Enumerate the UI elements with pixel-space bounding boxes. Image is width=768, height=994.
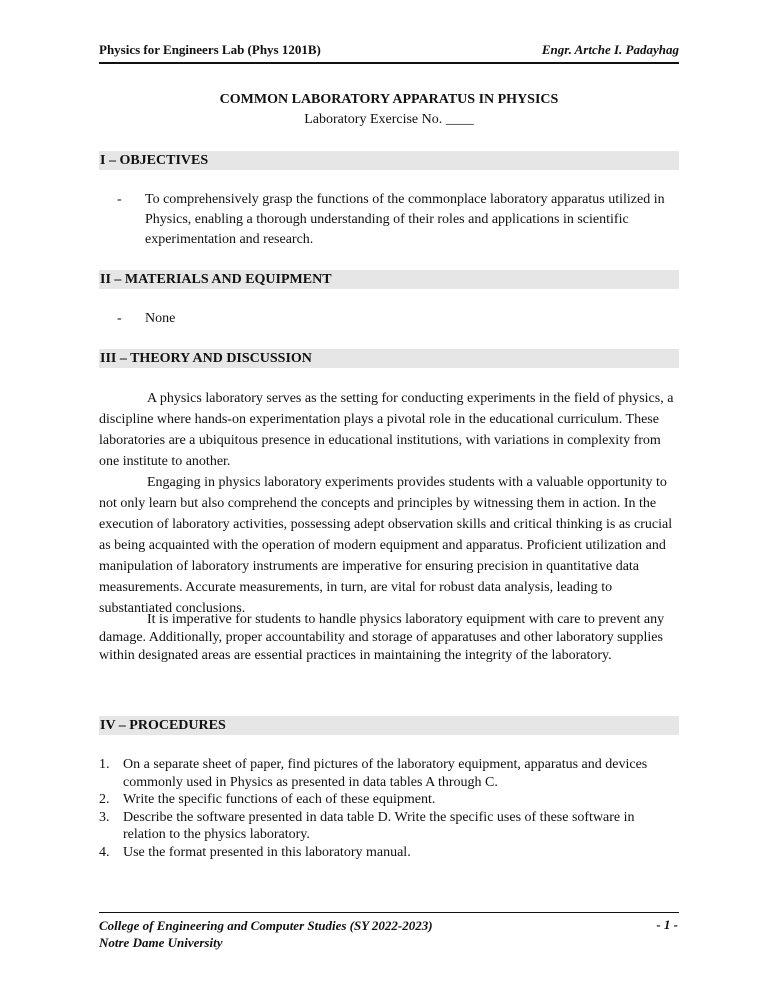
objective-bullet: - [117, 192, 122, 207]
page-number: - 1 - [656, 917, 678, 932]
instructor-name: Engr. Artche I. Padayhag [541, 42, 679, 57]
section-heading-theory: III – THEORY AND DISCUSSION [99, 349, 679, 368]
procedure-list [99, 756, 679, 861]
footer-college: College of Engineering and Computer Studies (SY 2022-2023) [99, 918, 433, 933]
document-title: COMMON LABORATORY APPARATUS IN PHYSICS [219, 92, 559, 107]
page-footer [99, 917, 433, 951]
list-item: 4. Use the format presented in this laboratory manual. [99, 844, 411, 860]
list-item: 2. Write the specific functions of each of these equipment. [99, 792, 436, 807]
objective-text: To comprehensively grasp the functions of the commonplace laboratory apparatus utilized in Physics, enabling a thorough understanding of their roles and applications in scientific experimentation and research. [145, 192, 665, 247]
section-heading-materials: II – MATERIALS AND EQUIPMENT [99, 270, 679, 289]
theory-paragraph-1: A physics laboratory serves as the setting for conducting experiments in the field of physics, a discipline where hands-on experimentation plays a pivotal role in the educational curriculum. These laboratories are a ubiquitous presence in educational institutions, with variations in complexity from one institute to another. [99, 391, 674, 469]
materials-bullet: - [117, 311, 122, 326]
footer-divider [99, 912, 679, 913]
footer-university: Notre Dame University [99, 935, 223, 950]
list-item: 3. Describe the software presented in data table D. Write the specific uses of these software in relation to the physics laboratory. [99, 809, 635, 842]
course-title: Physics for Engineers Lab (Phys 1201B) [99, 42, 321, 57]
section-heading-procedures: IV – PROCEDURES [99, 716, 679, 735]
list-item: 1. On a separate sheet of paper, find pictures of the laboratory equipment, apparatus and devices commonly used in Physics as presented in data tables A through C. [99, 757, 648, 790]
theory-paragraph-2: Engaging in physics laboratory experiments provides students with a valuable opportunity to not only learn but also comprehend the concepts and principles by witnessing them in action. In the execution of laboratory activities, possessing adept observation skills and critical thinking is as crucial as being acquainted with the operation of modern equipment and apparatus. Proficient utilization and manipulation of laboratory instruments are imperative for ensuring precision in quantitative data measurements. Accurate measurements, in turn, are vital for robust data analysis, leading to substantiated conclusions. [99, 475, 673, 616]
exercise-number: Laboratory Exercise No. ____ [304, 112, 474, 127]
theory-paragraph-3: It is imperative for students to handle physics laboratory equipment with care to prevent any damage. Additionally, proper accountability and storage of apparatuses and other laboratory supplies within designated areas are essential practices in maintaining the integrity of the laboratory. [99, 612, 665, 663]
header-divider [99, 62, 679, 64]
page-header [99, 40, 679, 60]
materials-text: None [145, 311, 176, 326]
section-heading-objectives: I – OBJECTIVES [99, 151, 679, 170]
